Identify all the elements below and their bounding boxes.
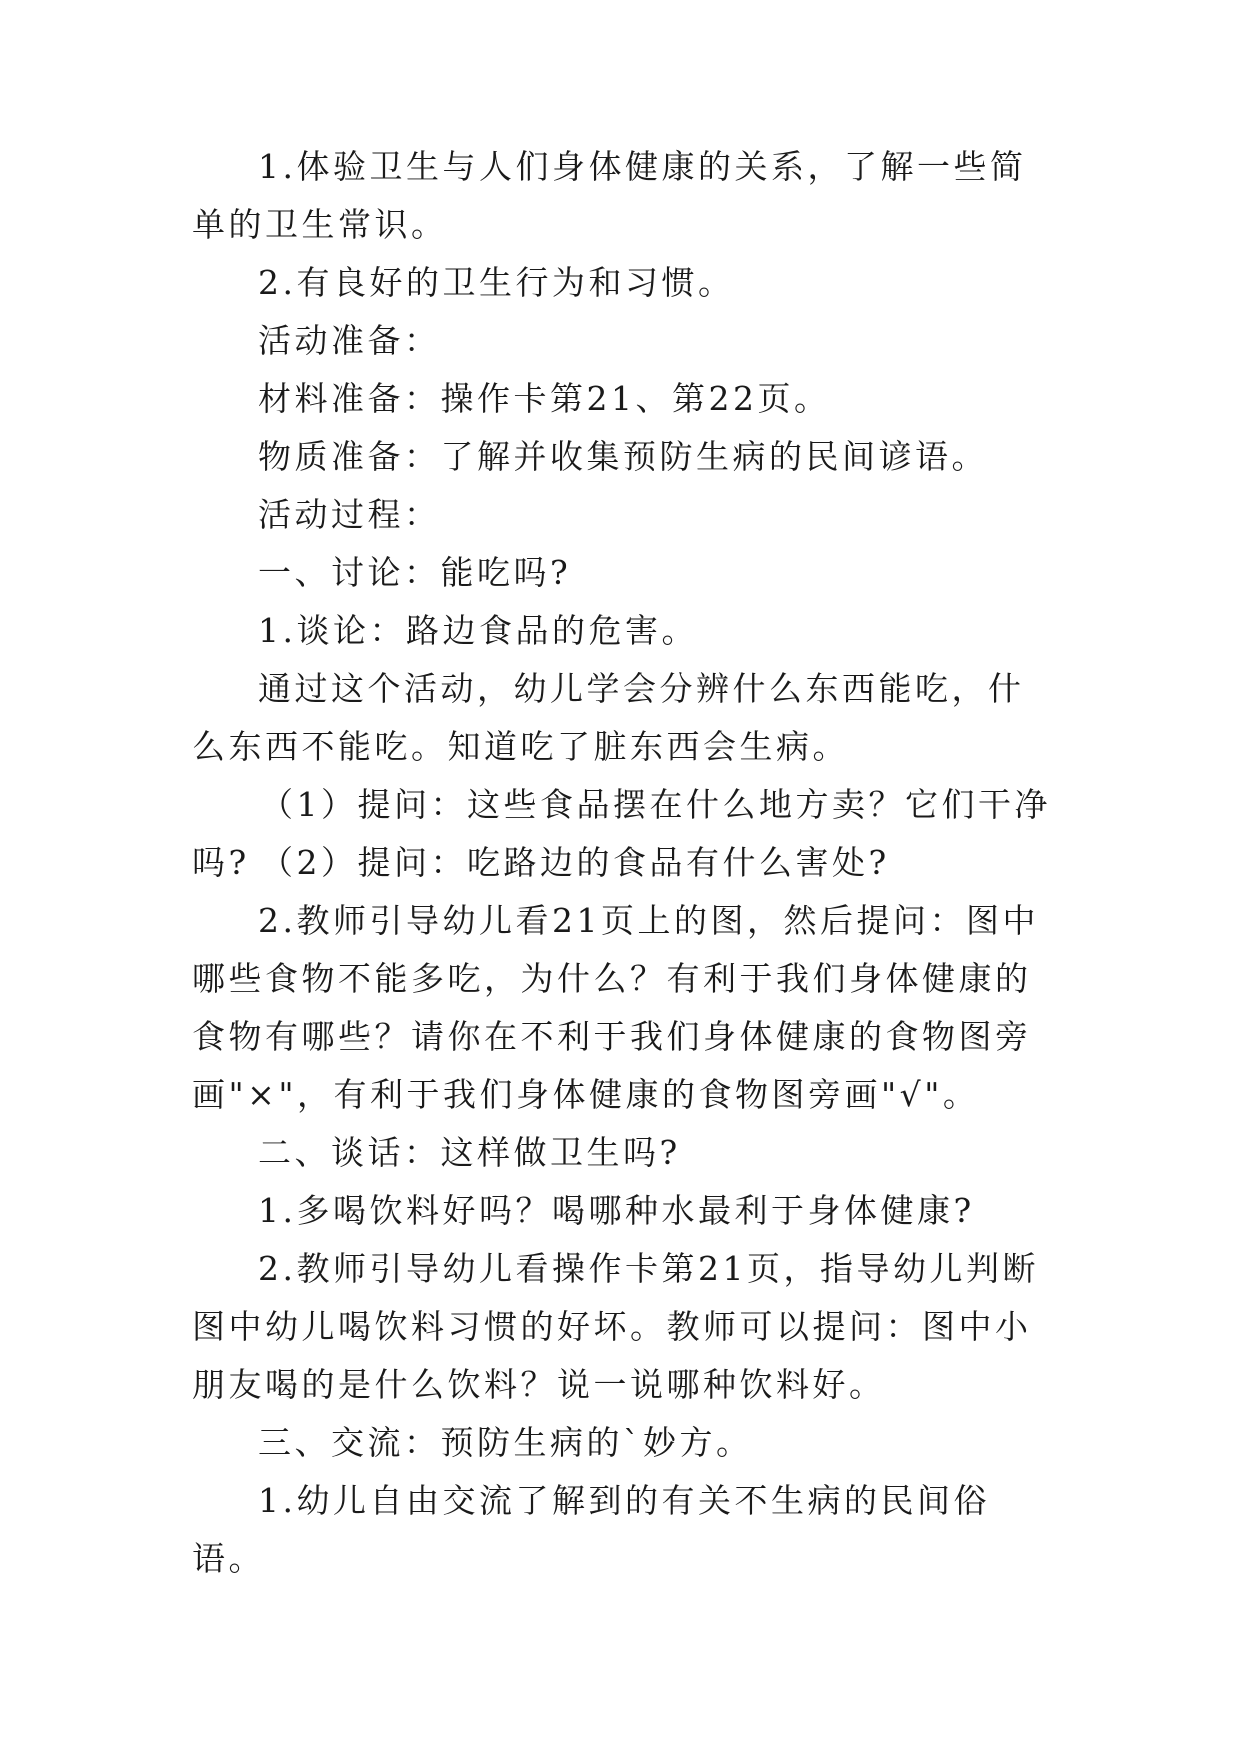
paragraph-material-preparation: 材料准备：操作卡第21、第22页。: [258, 379, 831, 418]
paragraph-question-2: （2）提问：吃路边的食品有什么害处?: [260, 843, 890, 882]
paragraph-question-1: （1）提问：这些食品摆在什么地方卖？它们干净吗?: [192, 785, 1051, 882]
heading-section-1: 一、讨论：能吃吗?: [258, 553, 572, 592]
paragraph-section-2-item-1: 1.多喝饮料好吗？喝哪种水最利于身体健康?: [258, 1191, 975, 1230]
paragraph-section-3-item-1: 1.幼儿自由交流了解到的有关不生病的民间俗语。: [192, 1481, 990, 1578]
paragraph-goal-2: 2.有良好的卫生行为和习惯。: [258, 263, 735, 302]
heading-section-3: 三、交流：预防生病的`妙方。: [258, 1423, 753, 1462]
paragraph-section-1-item-1: 1.谈论：路边食品的危害。: [258, 611, 698, 650]
heading-activity-process: 活动过程：: [258, 495, 441, 534]
paragraph-section-1-item-2: 2.教师引导幼儿看21页上的图，然后提问：图中哪些食物不能多吃，为什么？有利于我们身体健康的食物有哪些？请你在不利于我们身体健康的食物图旁画"×"，有利于我们身体健康的食物图旁画"√"。: [192, 901, 1039, 1114]
paragraph-goal-1: 1.体验卫生与人们身体健康的关系，了解一些简单的卫生常识。: [192, 147, 1027, 244]
heading-activity-preparation: 活动准备：: [258, 321, 441, 360]
paragraph-activity-description: 通过这个活动，幼儿学会分辨什么东西能吃，什么东西不能吃。知道吃了脏东西会生病。: [192, 669, 1025, 766]
heading-section-2: 二、谈话：这样做卫生吗?: [258, 1133, 681, 1172]
paragraph-section-2-item-2: 2.教师引导幼儿看操作卡第21页，指导幼儿判断图中幼儿喝饮料习惯的好坏。教师可以提问：图中小朋友喝的是什么饮料？说一说哪种饮料好。: [192, 1249, 1039, 1404]
paragraph-substance-preparation: 物质准备：了解并收集预防生病的民间谚语。: [258, 437, 988, 476]
